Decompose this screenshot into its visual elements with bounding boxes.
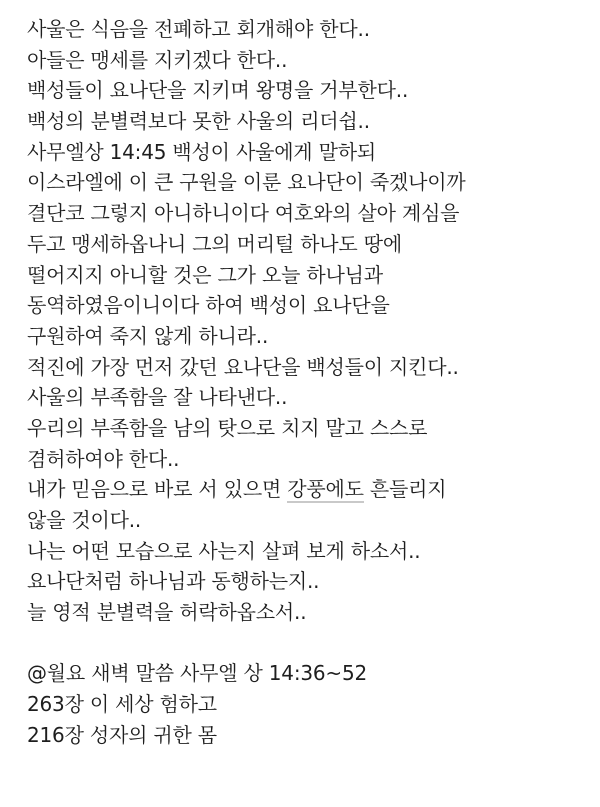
text-line: 사무엘상 14:45 백성이 사울에게 말하되	[27, 139, 376, 164]
text-line: 늘 영적 분별력을 허락하옵소서..	[27, 600, 307, 625]
footer-reference: @월요 새벽 말씀 사무엘 상 14:36~52	[27, 661, 368, 686]
underlined-word: 강풍에도	[287, 477, 364, 502]
text-line: 겸허하여야 한다..	[27, 446, 180, 471]
footer-hymn: 216장 성자의 귀한 몸	[27, 722, 217, 747]
line-text-after: 흔들리지	[363, 477, 447, 502]
text-line: 이스라엘에 이 큰 구원을 이룬 요나단이 죽겠나이까	[27, 170, 466, 195]
text-line: 떨어지지 아니할 것은 그가 오늘 하나님과	[27, 262, 383, 287]
line-text-before: 내가 믿음으로 바로 서 있으면	[27, 477, 288, 502]
text-line: 백성들이 요나단을 지키며 왕명을 거부한다..	[27, 78, 409, 103]
text-line: 사울은 식음을 전폐하고 회개해야 한다..	[27, 17, 370, 41]
text-line: 않을 것이다..	[27, 508, 142, 532]
text-line-with-underline	[27, 474, 592, 505]
text-line: 두고 맹세하옵나니 그의 머리털 하나도 땅에	[27, 231, 402, 256]
text-line: 사울의 부족함을 잘 나타낸다..	[27, 385, 288, 410]
text-line: 동역하였음이니이다 하여 백성이 요나단을	[27, 293, 390, 318]
text-line: 요나단처럼 하나님과 동행하는지..	[27, 569, 320, 594]
text-line: 아들은 맹세를 지키겠다 한다..	[27, 47, 288, 72]
blank-line	[27, 628, 592, 659]
footer-hymn: 263장 이 세상 험하고	[27, 692, 217, 717]
document-body	[27, 14, 592, 751]
text-line: 결단코 그렇지 아니하니이다 여호와의 살아 계심을	[27, 201, 460, 226]
text-line: 적진에 가장 먼저 갔던 요나단을 백성들이 지킨다..	[27, 354, 459, 379]
text-line: 우리의 부족함을 남의 탓으로 치지 말고 스스로	[27, 415, 428, 440]
text-line: 나는 어떤 모습으로 사는지 살펴 보게 하소서..	[27, 538, 421, 563]
text-line: 구원하여 죽지 않게 하니라..	[27, 323, 269, 348]
text-line: 백성의 분별력보다 못한 사울의 리더쉽..	[27, 109, 370, 134]
